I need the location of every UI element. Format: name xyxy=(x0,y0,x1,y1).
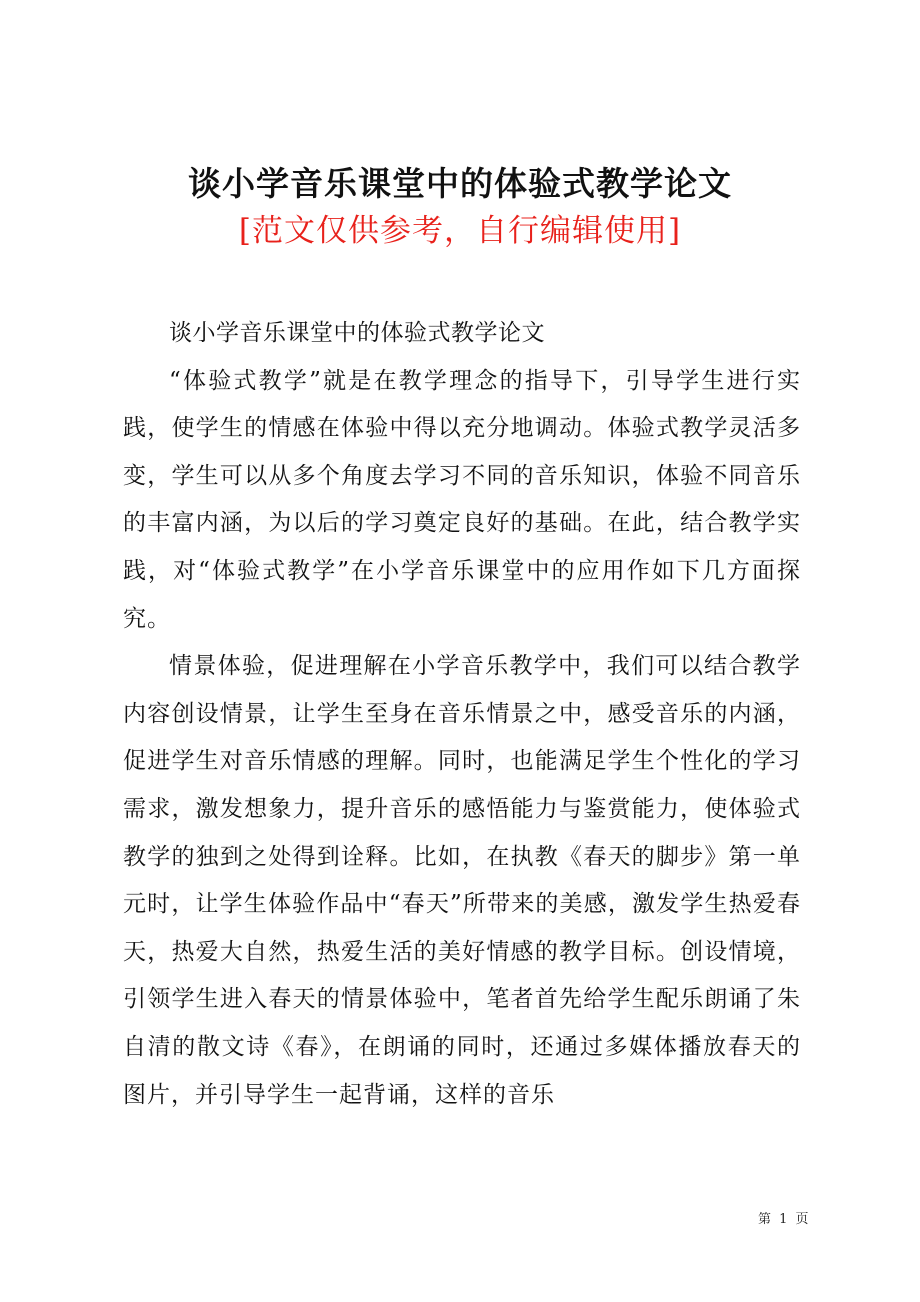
body-paragraph-intro: “体验式教学”就是在教学理念的指导下，引导学生进行实践，使学生的情感在体验中得以充分地调动。体验式教学灵活多变，学生可以从多个角度去学习不同的音乐知识，体验不同音乐的丰富内涵，为以后的学习奠定良好的基础。在此，结合教学实践，对“体验式教学”在小学音乐课堂中的应用作如下几方面探究。 xyxy=(123,367,801,632)
page-number-footer: 第 1 页 xyxy=(758,1212,811,1227)
body-heading-paragraph: 谈小学音乐课堂中的体验式教学论文 xyxy=(169,320,545,346)
document-title: 谈小学音乐课堂中的体验式教学论文 xyxy=(188,164,732,203)
body-paragraph-situational-experience: 情景体验，促进理解在小学音乐教学中，我们可以结合教学内容创设情景，让学生至身在音乐情景之中，感受音乐的内涵，促进学生对音乐情感的理解。同时，也能满足学生个性化的学习需求，激发想象力，提升音乐的感悟能力与鉴赏能力，使体验式教学的独到之处得到诠释。比如，在执教《春天的脚步》第一单元时，让学生体验作品中“春天”所带来的美感，激发学生热爱春天，热爱大自然，热爱生活的美好情感的教学目标。创设情境，引领学生进入春天的情景体验中，笔者首先给学生配乐朗诵了朱自清的散文诗《春》，在朗诵的同时，还通过多媒体播放春天的图片，并引导学生一起背诵，这样的音乐 xyxy=(123,653,801,1108)
reference-note: [范文仅供参考，自行编辑使用] xyxy=(238,213,682,249)
document-body xyxy=(123,310,801,1119)
